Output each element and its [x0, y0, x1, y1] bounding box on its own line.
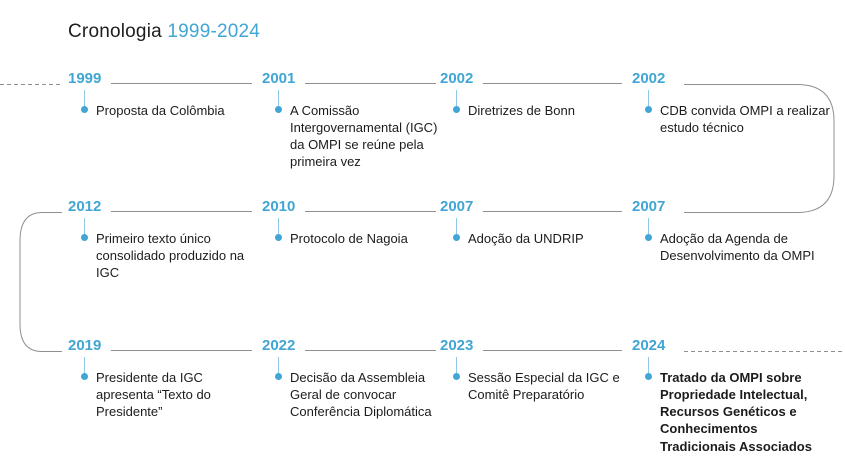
timeline-dot [275, 234, 282, 241]
timeline-stem [84, 90, 86, 106]
timeline-item [262, 198, 438, 247]
item-body [632, 215, 832, 264]
timeline-dot [645, 234, 652, 241]
item-head [68, 337, 254, 354]
timeline-stem [84, 357, 86, 373]
timeline-stem [278, 357, 280, 373]
timeline-rule [111, 211, 252, 212]
year-label: 2019 [68, 337, 102, 354]
timeline-stem [456, 218, 458, 234]
event-text: Protocolo de Nagoia [290, 231, 408, 246]
item-body [440, 354, 624, 403]
timeline-item [632, 70, 832, 136]
timeline-rule [305, 83, 436, 84]
item-body [262, 215, 438, 247]
event-text: Adoção da Agenda de Desenvolvimento da OMPI [660, 231, 815, 264]
timeline-item [68, 337, 254, 420]
event-text: CDB convida OMPI a realizar estudo técnico [660, 103, 830, 136]
event-text: A Comissão Intergovernamental (IGC) da OMPI se reúne pela primeira vez [290, 103, 438, 170]
timeline-item [68, 70, 254, 119]
item-head [68, 198, 254, 215]
timeline-stem [84, 218, 86, 234]
year-label: 1999 [68, 70, 102, 87]
item-head [262, 70, 438, 87]
timeline-rule [483, 83, 622, 84]
year-label: 2007 [632, 198, 666, 215]
event-text: Tratado da OMPI sobre Propriedade Intelectual, Recursos Genéticos e Conhecimentos Tradicionais Associados [660, 370, 812, 454]
item-body [440, 87, 624, 119]
timeline-item [68, 198, 254, 281]
item-body [440, 215, 624, 247]
item-body [68, 354, 254, 420]
year-label: 2022 [262, 337, 296, 354]
timeline-dot [453, 106, 460, 113]
year-label: 2001 [262, 70, 296, 87]
item-body [68, 87, 254, 119]
item-body [262, 354, 438, 420]
timeline-item [440, 337, 624, 403]
timeline-rule [483, 211, 622, 212]
event-text: Proposta da Colômbia [96, 103, 225, 118]
timeline-dot [81, 106, 88, 113]
timeline-rule [111, 350, 252, 351]
timeline-stem [648, 357, 650, 373]
year-label: 2002 [632, 70, 666, 87]
item-head [632, 70, 832, 87]
item-body [632, 87, 832, 136]
item-head [262, 198, 438, 215]
timeline-dot [81, 373, 88, 380]
timeline-item [632, 337, 832, 455]
item-body [262, 87, 438, 171]
event-text: Adoção da UNDRIP [468, 231, 584, 246]
timeline-dot [81, 234, 88, 241]
event-text: Diretrizes de Bonn [468, 103, 575, 118]
title-main: Cronologia [68, 21, 162, 42]
item-head [440, 70, 624, 87]
timeline-rule [305, 350, 436, 351]
year-label: 2012 [68, 198, 102, 215]
timeline-dot [275, 106, 282, 113]
timeline-dot [453, 234, 460, 241]
timeline-stem [456, 90, 458, 106]
item-head [68, 70, 254, 87]
timeline-stem [648, 90, 650, 106]
timeline-item [440, 198, 624, 247]
timeline-stem [278, 218, 280, 234]
title-range: 1999-2024 [167, 21, 261, 42]
timeline-rule [305, 211, 436, 212]
year-label: 2010 [262, 198, 296, 215]
timeline-dot [275, 373, 282, 380]
timeline-stem [456, 357, 458, 373]
year-label: 2007 [440, 198, 474, 215]
event-text: Sessão Especial da IGC e Comitê Preparatório [468, 370, 620, 403]
year-label: 2002 [440, 70, 474, 87]
timeline-stem [648, 218, 650, 234]
event-text: Primeiro texto único consolidado produzido na IGC [96, 231, 245, 281]
item-head [632, 198, 832, 215]
page-title [68, 21, 260, 43]
timeline-dot [453, 373, 460, 380]
timeline-rule [111, 83, 252, 84]
item-body [632, 354, 832, 455]
year-label: 2023 [440, 337, 474, 354]
item-head [440, 337, 624, 354]
event-text: Decisão da Assembleia Geral de convocar Conferência Diplomática [290, 370, 432, 420]
timeline-item [632, 198, 832, 264]
timeline-connector-left [20, 213, 62, 352]
event-text: Presidente da IGC apresenta “Texto do Presidente” [96, 370, 211, 420]
timeline-dot [645, 373, 652, 380]
year-label: 2024 [632, 337, 666, 354]
item-head [440, 198, 624, 215]
timeline-item [262, 337, 438, 420]
timeline-item [440, 70, 624, 119]
item-head [632, 337, 832, 354]
timeline-item [262, 70, 438, 171]
timeline-dot [645, 106, 652, 113]
timeline-rule [483, 350, 622, 351]
timeline-stem [278, 90, 280, 106]
item-body [68, 215, 254, 281]
item-head [262, 337, 438, 354]
